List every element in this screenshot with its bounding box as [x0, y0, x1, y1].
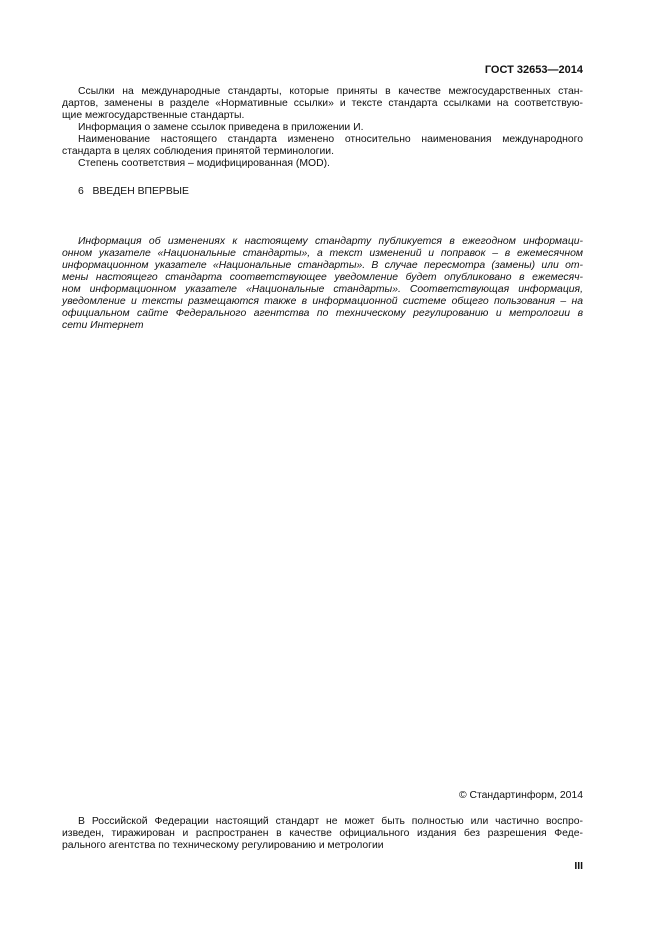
- notice-line: информационном указателе «Национальные стандарты». В случае пересмотра (замены) или от-: [62, 260, 583, 271]
- text-line: Информация о замене ссылок приведена в приложении И.: [78, 122, 364, 133]
- text-line: Ссылки на международные стандарты, которые приняты в качестве межгосударственных стан-: [78, 86, 583, 97]
- rights-line: рального агентства по техническому регулированию и метрологии: [62, 840, 384, 851]
- text-line: Степень соответствия – модифицированная (MOD).: [78, 158, 330, 169]
- notice-line: сети Интернет: [62, 320, 144, 331]
- rights-line: В Российской Федерации настоящий стандарт не может быть полностью или частично воспро-: [78, 816, 583, 827]
- document-id: ГОСТ 32653—2014: [484, 64, 583, 76]
- notice-line: официальном сайте Федерального агентства по техническому регулированию и метрологии в: [62, 308, 583, 319]
- notice-line: уведомление и тексты размещаются также в информационной системе общего пользования – на: [62, 296, 583, 307]
- rights-line: изведен, тиражирован и распространен в качестве официального издания без разрешения Феде-: [62, 828, 583, 839]
- text-line: щие межгосударственные стандарты.: [62, 110, 245, 121]
- notice-line: мены настоящего стандарта соответствующее уведомление будет опубликовано в ежемесяч-: [62, 272, 583, 283]
- text-line: дартов, заменены в разделе «Нормативные ссылки» и тексте стандарта ссылками на соответствую-: [62, 98, 583, 109]
- section-heading: 6 ВВЕДЕН ВПЕРВЫЕ: [78, 186, 189, 197]
- notice-line: Информация об изменениях к настоящему стандарту публикуется в ежегодном информаци-: [78, 236, 583, 247]
- notice-line: онном указателе «Национальные стандарты», а текст изменений и поправок – в ежемесячном: [62, 248, 583, 259]
- page-number: III: [574, 861, 583, 872]
- notice-line: ном информационном указателе «Национальные стандарты». Соответствующая информация,: [62, 284, 583, 295]
- text-line: Наименование настоящего стандарта изменено относительно наименования международного: [78, 134, 583, 145]
- text-line: стандарта в целях соблюдения принятой терминологии.: [62, 146, 334, 157]
- copyright: © Стандартинформ, 2014: [458, 790, 583, 801]
